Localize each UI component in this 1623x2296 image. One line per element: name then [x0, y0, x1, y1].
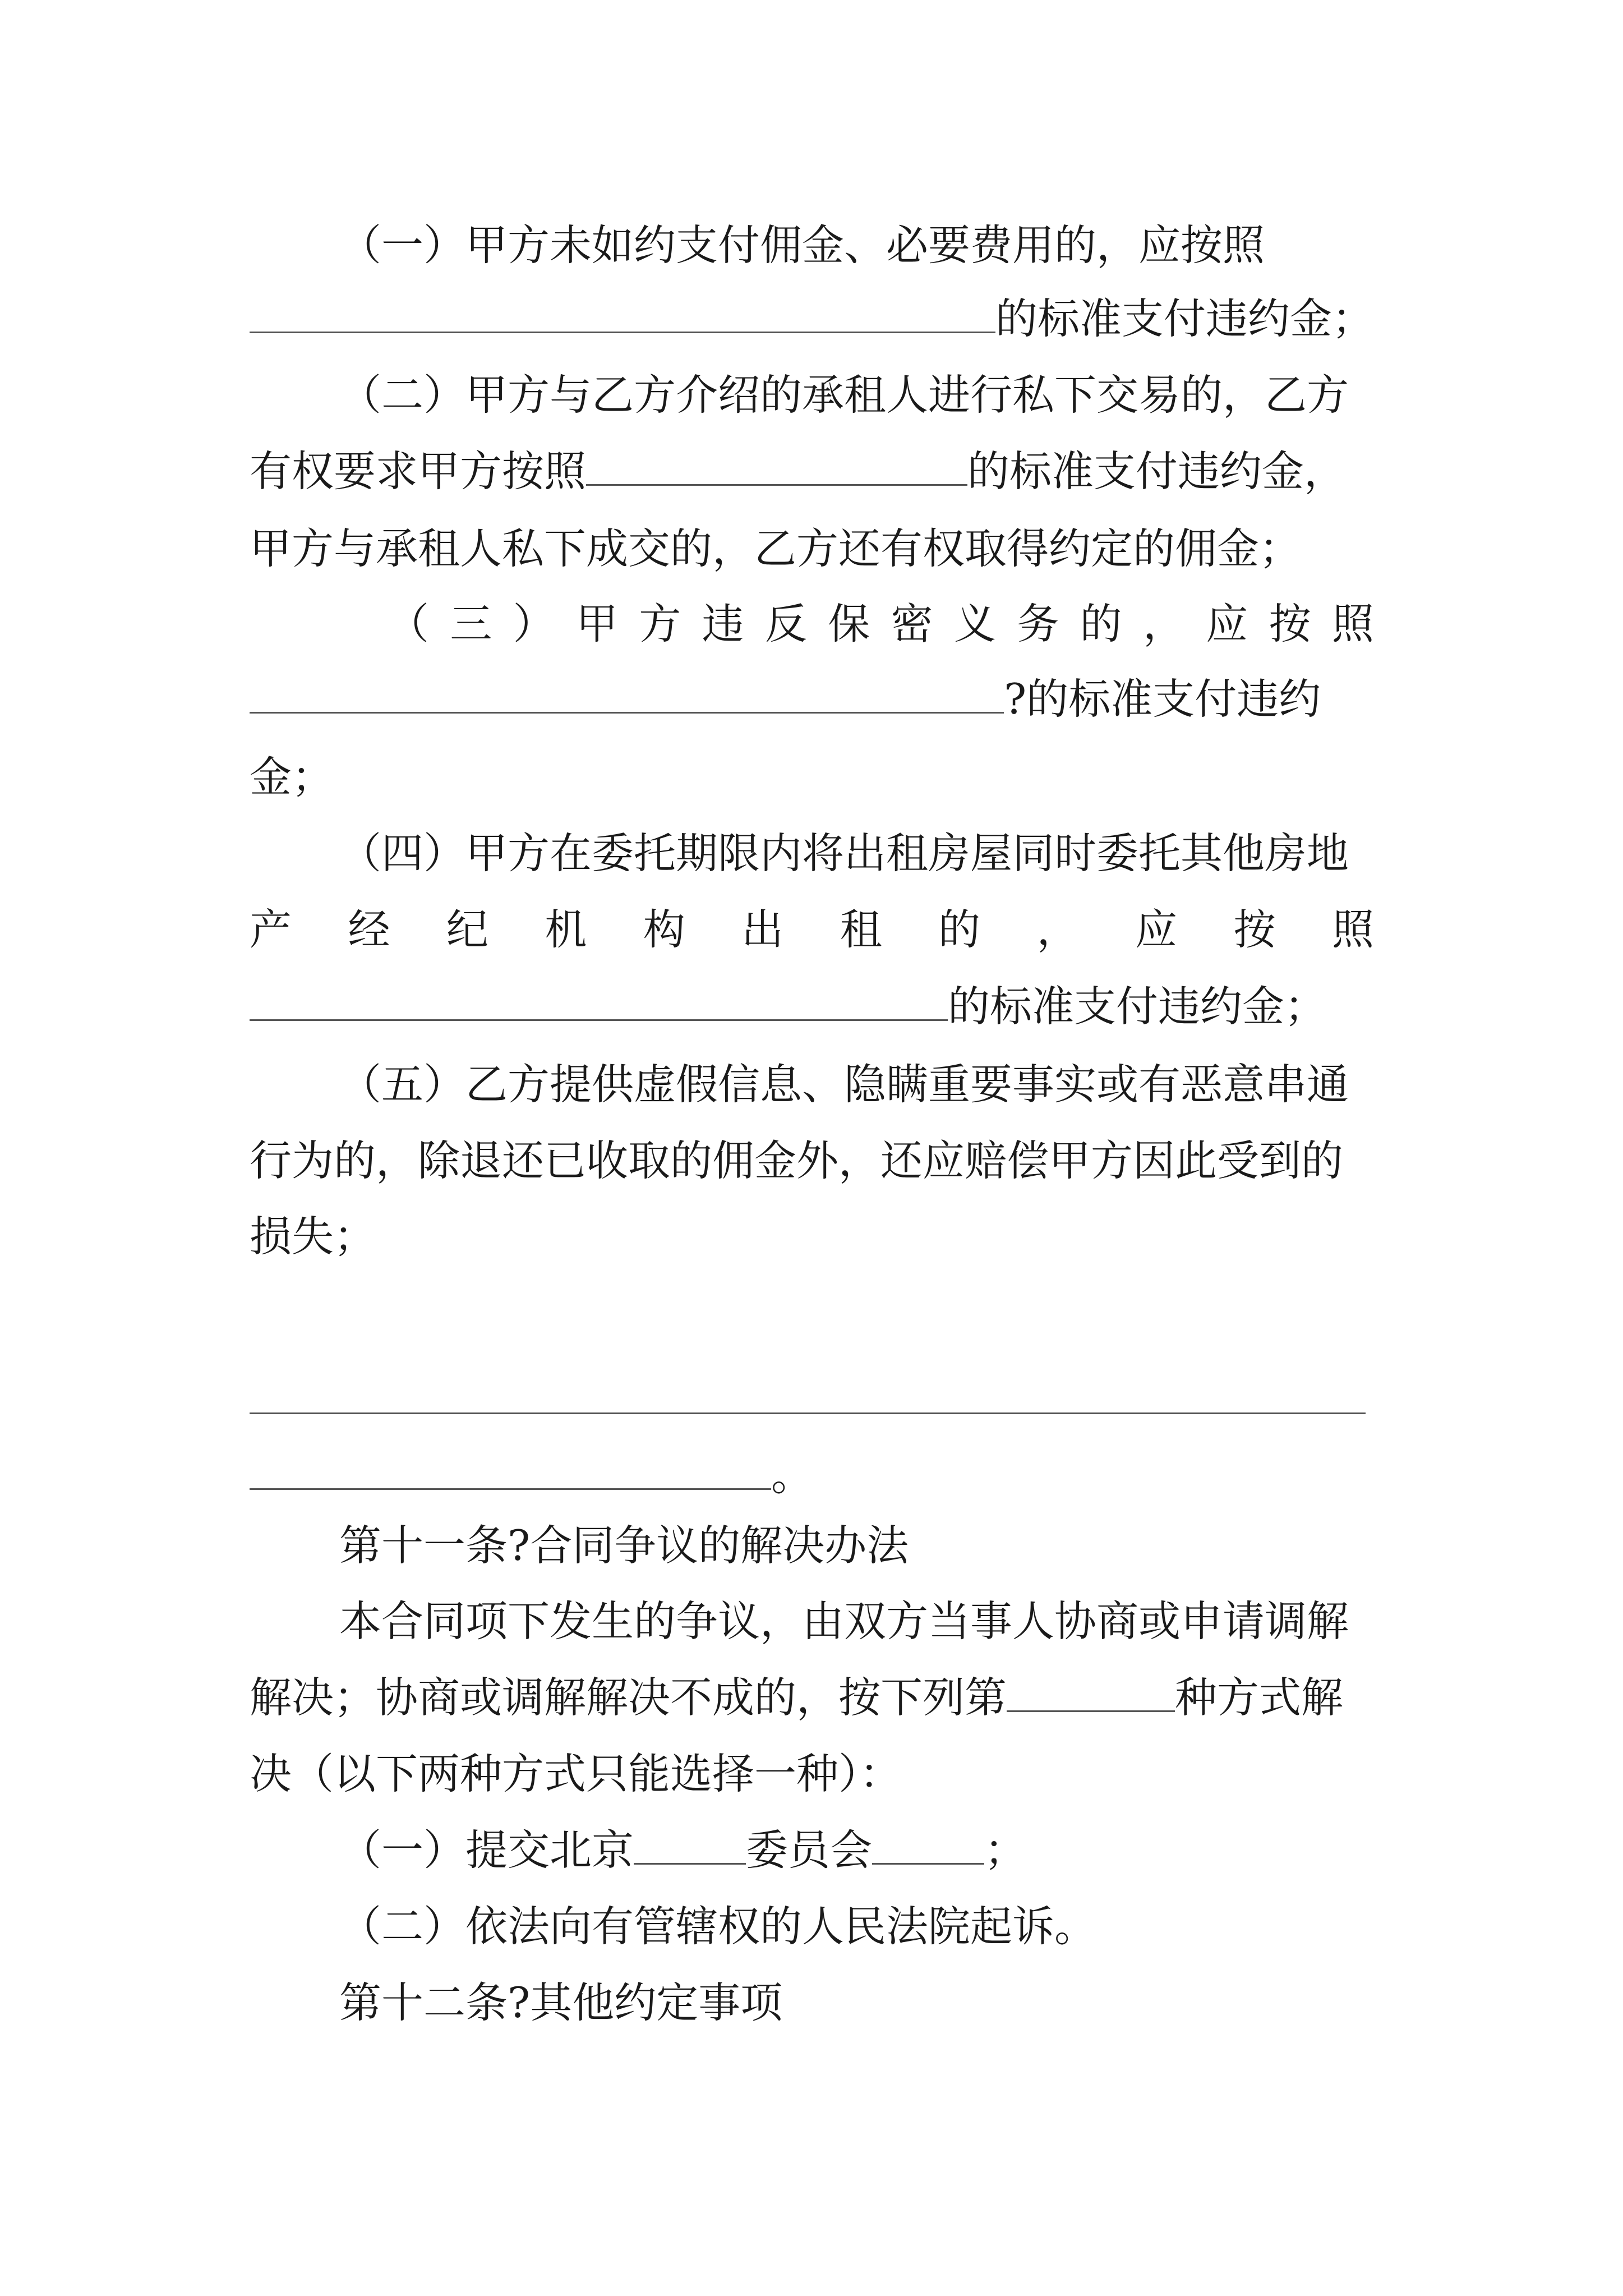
- clause-5-line-1: [250, 1056, 1374, 1112]
- clause-5-line-2: [250, 1133, 1374, 1189]
- char: 甲: [575, 599, 618, 648]
- article-11-para-3: [250, 1746, 1374, 1802]
- clause-2-text-a: （二）甲方与乙方介绍的承租人进行私下交易的，乙方: [339, 370, 1349, 420]
- article-11-para-1: [250, 1593, 1374, 1649]
- char: 产: [250, 905, 292, 954]
- option-text: ；: [984, 1825, 1027, 1875]
- paragraph-text: 解决；协商或调解解决不成的，按下列第: [250, 1673, 1007, 1722]
- clause-6-line: [250, 1447, 1374, 1503]
- clause-3-line-3: [250, 749, 1374, 805]
- option-text: 委员会: [746, 1825, 873, 1875]
- article-11-option-2: [250, 1898, 1374, 1954]
- char: 按: [1269, 599, 1311, 648]
- clause-6-end: 。: [771, 1451, 814, 1500]
- paragraph-text: 种方式解: [1175, 1673, 1344, 1722]
- article-11-option-1: [250, 1822, 1374, 1878]
- char: 反: [764, 599, 807, 648]
- clause-2-line-1: [250, 367, 1374, 423]
- blank-field: [250, 980, 948, 1021]
- blank-field: [634, 1824, 746, 1865]
- clause-5-text-c: 损失；: [250, 1212, 376, 1261]
- char: 保: [828, 599, 870, 648]
- clause-2-text-c: 甲方与承租人私下成交的，乙方还有权取得约定的佣金；: [250, 524, 1302, 573]
- char: 义: [953, 599, 996, 648]
- clause-4-line-1: [250, 825, 1374, 881]
- clause-4-line-2: [250, 901, 1374, 958]
- char: 密: [891, 599, 933, 648]
- clause-4-line-3: [250, 978, 1374, 1034]
- clause-3-text-b: ?的标准支付违约: [1004, 674, 1321, 724]
- clause-3-line-2: [250, 671, 1374, 727]
- char: 照: [1331, 905, 1374, 954]
- blank-field: [586, 445, 967, 486]
- char: 的: [938, 905, 981, 954]
- char: 按: [1233, 905, 1276, 954]
- paragraph-text: 本合同项下发生的争议，由双方当事人协商或申请调解: [339, 1596, 1349, 1646]
- blank-field: [250, 673, 1004, 714]
- clause-5-text-b: 行为的，除退还已收取的佣金外，还应赔偿甲方因此受到的: [250, 1136, 1344, 1185]
- clause-2-line-2: [250, 443, 1374, 499]
- blank-field: [250, 292, 995, 333]
- char: 纪: [446, 905, 488, 954]
- char: 方: [639, 599, 681, 648]
- option-text: （二）依法向有管辖权的人民法院起诉。: [339, 1902, 1097, 1951]
- clause-1-line-1: [250, 217, 1374, 273]
- clause-5-text-a: （五）乙方提供虚假信息、隐瞒重要事实或有恶意串通: [339, 1060, 1349, 1109]
- heading: 第十二条?其他约定事项: [339, 1978, 783, 2027]
- article-11-para-2: [250, 1669, 1374, 1726]
- blank-field: [250, 1449, 771, 1490]
- clause-2-text-b2: 的标准支付违约金，: [967, 447, 1347, 496]
- char: 租: [840, 905, 882, 954]
- char: 构: [643, 905, 685, 954]
- option-text: （一）提交北京: [339, 1825, 634, 1875]
- clause-5-line-3: [250, 1208, 1374, 1264]
- clause-1-text-a: （一）甲方未如约支付佣金、必要费用的，应按照: [339, 220, 1265, 270]
- article-12-title: [250, 1975, 1374, 2031]
- char: 出: [741, 905, 784, 954]
- clause-3-text-c: 金；: [250, 752, 334, 802]
- clause-1-text-b: 的标准支付违约金；: [995, 294, 1374, 343]
- article-11-title: [250, 1517, 1374, 1573]
- char: 机: [545, 905, 587, 954]
- char: 应: [1206, 599, 1248, 648]
- char: 三: [450, 599, 492, 648]
- char: 违: [702, 599, 744, 648]
- char: 的: [1080, 599, 1122, 648]
- clause-1-line-2: [250, 291, 1374, 347]
- char: 应: [1135, 905, 1178, 954]
- blank-field: [1007, 1671, 1175, 1712]
- char: 经: [348, 905, 390, 954]
- clause-3-line-1: [250, 596, 1374, 652]
- clause-2-line-3: [250, 521, 1374, 577]
- clause-4-text-a: （四）甲方在委托期限内将出租房屋同时委托其他房地: [339, 829, 1349, 878]
- char: 照: [1331, 599, 1374, 648]
- blank-line: [250, 1412, 1366, 1414]
- char: （: [387, 599, 430, 648]
- paragraph-text: 决（以下两种方式只能选择一种）：: [250, 1749, 902, 1798]
- heading: 第十一条?合同争议的解决办法: [339, 1521, 909, 1570]
- clause-4-text-c: 的标准支付违约金；: [948, 982, 1327, 1031]
- blank-field: [872, 1824, 984, 1865]
- char: ，: [1036, 905, 1079, 954]
- char: ，: [1142, 599, 1185, 648]
- char: 务: [1017, 599, 1059, 648]
- clause-2-text-b1: 有权要求甲方按照: [250, 447, 587, 496]
- char: ）: [513, 599, 555, 648]
